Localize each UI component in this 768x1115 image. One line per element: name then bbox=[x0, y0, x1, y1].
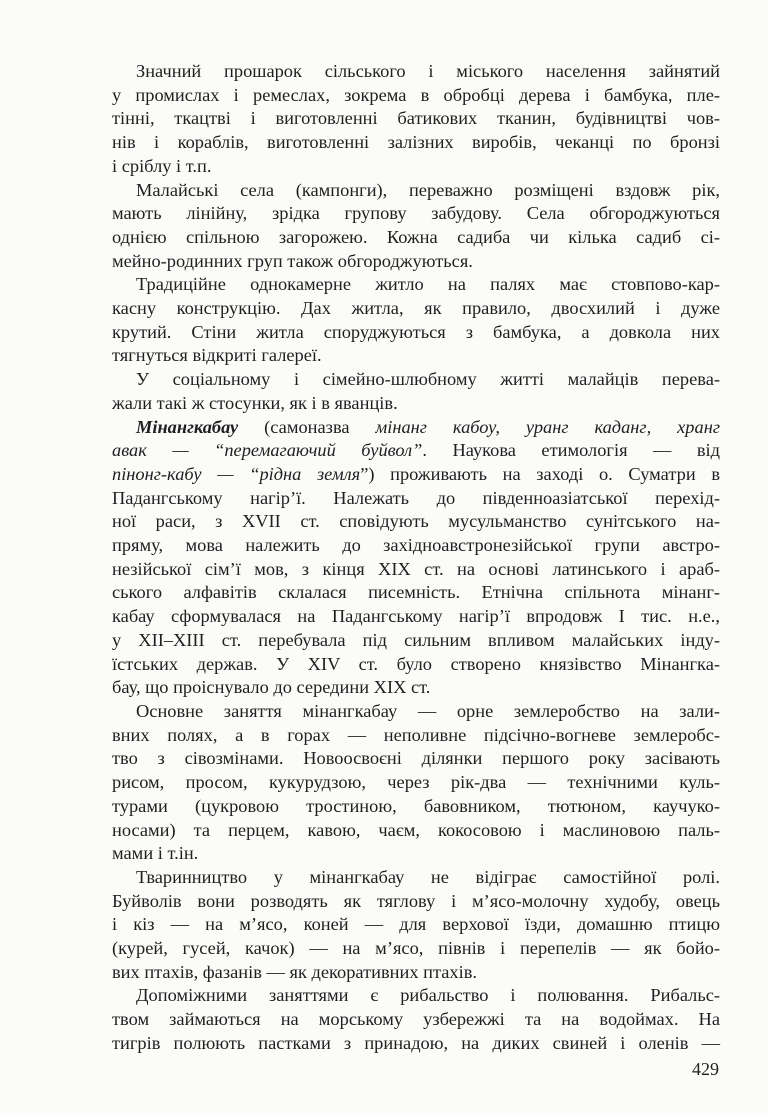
text-line: Значний прошарок сільського і міського населення зайнятий bbox=[136, 61, 720, 81]
text-line: Тваринництво у мінангкабау не відіграє самостійної ролі. bbox=[136, 866, 720, 887]
text-line: тво з сівозмінами. Новоосвоєні ділянки першого року засівають bbox=[112, 748, 720, 769]
text-line: у XII–XIII ст. перебувала під сильним впливом малайських інду- bbox=[112, 629, 720, 650]
text-line: твом займаються на морському узбережжі та на водоймах. На bbox=[112, 1009, 720, 1030]
text-run: ”) проживають на заході о. Суматри в bbox=[360, 463, 720, 484]
paragraph-dwelling bbox=[88, 273, 720, 368]
text-line: Буйволів вони розводять як тяглову і м’ясо-молочну худобу, овець bbox=[112, 890, 720, 911]
text-line: тягнуться відкриті галереї. bbox=[112, 345, 322, 366]
text-line: незійської сім’ї мов, з кінця XIX ст. на основі латинського і араб- bbox=[112, 558, 720, 579]
text-line: однією спільною загорожею. Кожна садиба чи кілька садиб сі- bbox=[112, 226, 720, 247]
italic-run: рідна земля bbox=[259, 463, 361, 484]
italic-run: авак — “перемагаючий буйвол” bbox=[112, 440, 423, 461]
text-line: крутий. Стіни житла споруджуються з бамбука, а довкола них bbox=[112, 321, 720, 342]
text-line bbox=[88, 416, 720, 440]
text-line: рисом, просом, кукурудзою, через рік-два — технічними куль- bbox=[112, 772, 720, 793]
paragraph-villages bbox=[88, 179, 720, 274]
text-line: кабау сформувалася на Падангському нагір’ї впродовж I тис. н.е., bbox=[112, 606, 720, 627]
text-line: Традиційне однокамерне житло на палях має стовпово-кар- bbox=[136, 274, 720, 295]
paragraph-agriculture bbox=[88, 700, 720, 866]
text-line: жали такі ж стосунки, як і в яванців. bbox=[112, 392, 398, 413]
paragraph-crafts bbox=[88, 60, 720, 179]
text-line: у промислах і ремеслах, зокрема в обробці дерева і бамбука, пле- bbox=[112, 84, 720, 105]
text-line: (курей, гусей, качок) — на м’ясо, півнів і перепелів — як бойо- bbox=[112, 938, 720, 959]
text-line: Малайські села (кампонги), переважно розміщені вздовж рік, bbox=[136, 179, 720, 200]
text-line: Падангському нагір’ї. Належать до південноазіатської перехід- bbox=[112, 487, 720, 508]
text-line: ського алфавітів склалася писемність. Етнічна спільнота мінанг- bbox=[112, 582, 720, 603]
text-line bbox=[88, 463, 720, 487]
italic-run: мінанг кабоу, уранг каданг, хранг bbox=[375, 416, 720, 437]
text-line: ної раси, з XVII ст. сповідують мусульманство сунітського на- bbox=[112, 511, 720, 532]
text-line: нів і кораблів, виготовленні залізних виробів, чеканці по бронзі bbox=[112, 132, 720, 153]
text-line: мейно-родинних груп також обгороджуються. bbox=[112, 250, 473, 271]
text-line: тигрів полюють пастками з принадою, на диких свиней і оленів — bbox=[112, 1032, 720, 1053]
text-line: тінні, ткацтві і виготовленні батикових тканин, будівництві чов- bbox=[112, 108, 720, 129]
text-line: касну конструкцію. Дах житла, як правило, двосхилий і дуже bbox=[112, 298, 720, 319]
text-line bbox=[88, 439, 720, 463]
text-line: мами і т.ін. bbox=[112, 843, 199, 864]
text-run: (самоназва bbox=[238, 416, 376, 437]
text-line: У соціальному і сімейно-шлюбному житті малайців перева- bbox=[136, 369, 720, 390]
text-line: і сріблу і т.п. bbox=[112, 155, 212, 176]
text-line: Основне заняття мінангкабау — орне землеробство на зали- bbox=[136, 700, 720, 721]
text-line: бау, що проіснувало до середини XIX ст. bbox=[112, 677, 431, 698]
text-line: носами) та перцем, кавою, чаєм, кокосовою і маслиновою паль- bbox=[112, 819, 720, 840]
text-line: вих птахів, фазанів — як декоративних птахів. bbox=[112, 961, 477, 982]
term-minangkabau: Мінангкабау bbox=[136, 416, 239, 437]
text-line: і кіз — на м’ясо, коней — для верхової їзди, домашню птицю bbox=[112, 914, 720, 935]
paragraph-minangkabau bbox=[88, 416, 720, 700]
paragraph-livestock bbox=[88, 866, 720, 985]
paragraph-fishing-hunting bbox=[88, 984, 720, 1055]
text-line: пряму, мова належить до західноавстронезійської групи австро- bbox=[112, 535, 720, 556]
page-number: 429 bbox=[692, 1059, 719, 1079]
italic-run: пінонг-кабу — “ bbox=[112, 463, 260, 484]
page-body bbox=[88, 60, 720, 1056]
text-line: їстських держав. У XIV ст. було створено князівство Мінангка- bbox=[112, 653, 720, 674]
text-run: . Наукова етимологія — від bbox=[422, 440, 720, 461]
text-line: мають лінійну, зрідка групову забудову. Села обгороджуються bbox=[112, 203, 720, 224]
text-line: Допоміжними заняттями є рибальство і полювання. Рибальс- bbox=[136, 985, 720, 1006]
text-line: турами (цукровою тростиною, бавовником, тютюном, каучуко- bbox=[112, 795, 720, 816]
text-line: вних полях, а в горах — неполивне підсічно-вогневе землеробс- bbox=[112, 724, 720, 745]
paragraph-social-life bbox=[88, 368, 720, 415]
